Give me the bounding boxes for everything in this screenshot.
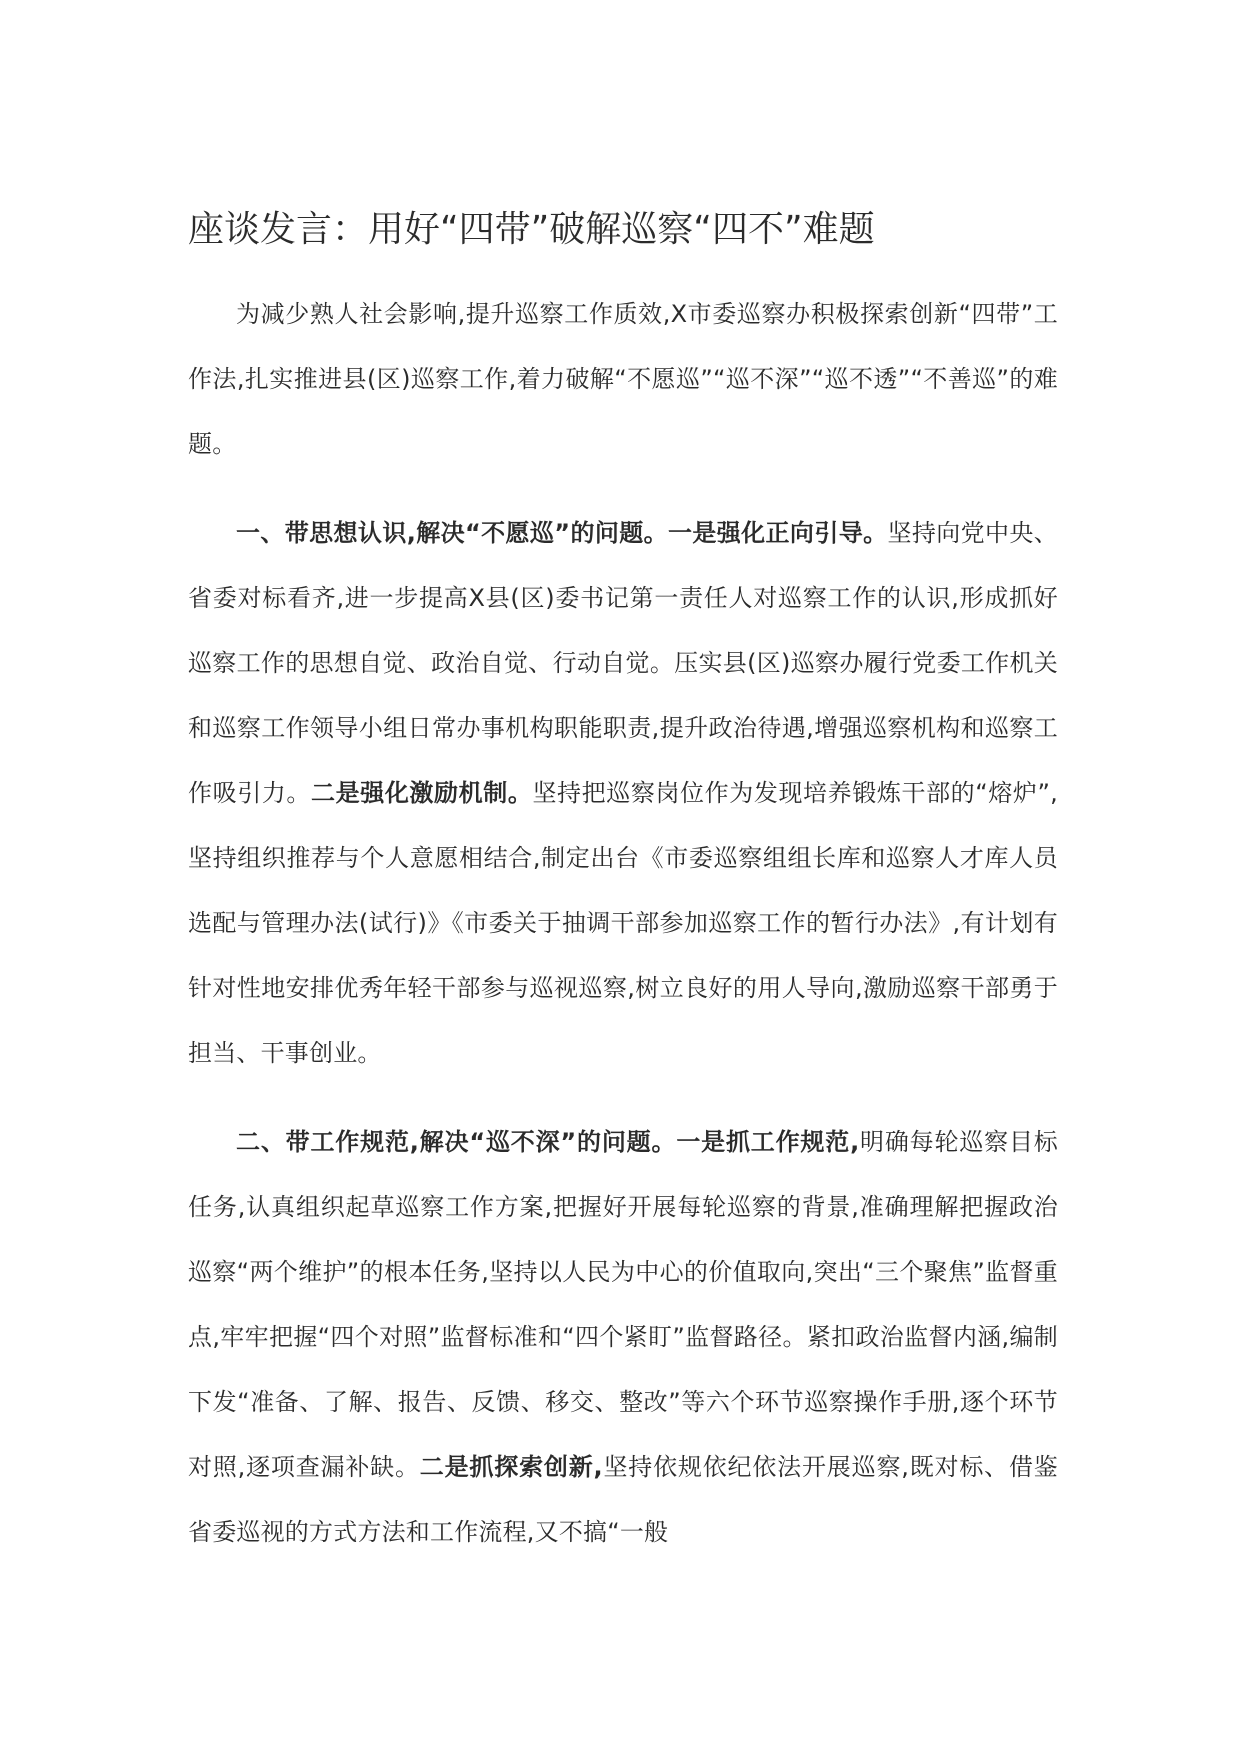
section-2-heading: 二、带工作规范,解决“巡不深”的问题。 [236,1128,677,1156]
section-1-sub2-text: 坚持把巡察岗位作为发现培养锻炼干部的“熔炉”,坚持组织推荐与个人意愿相结合,制定出台《市委巡察组组长库和巡察人才库人员选配与管理办法(试行)》《市委关于抽调干部参加巡察工作的暂行办法》,有计划有针对性地安排优秀年轻干部参与巡视巡察,树立良好的用人导向,激励巡察干部勇于担当、干事创业。 [188,779,1058,1067]
section-2-sub2-text: 坚持依规依纪依法开展巡察,既对标、借鉴省委巡视的方式方法和工作流程,又不搞“一般 [188,1453,1058,1546]
section-1-sub1-heading: 一是强化正向引导。 [668,519,888,547]
section-2-paragraph [188,1110,1058,1565]
section-1-paragraph [188,501,1058,1086]
section-2-sub2-heading: 二是抓探索创新, [419,1453,603,1481]
section-1-heading: 一、带思想认识,解决“不愿巡”的问题。 [236,519,668,547]
section-2-sub1-text: 明确每轮巡察目标任务,认真组织起草巡察工作方案,把握好开展每轮巡察的背景,准确理解把握政治巡察“两个维护”的根本任务,坚持以人民为中心的价值取向,突出“三个聚焦”监督重点,牢牢把握“四个对照”监督标准和“四个紧盯”监督路径。紧扣政治监督内涵,编制下发“准备、了解、报告、反馈、移交、整改”等六个环节巡察操作手册,逐个环节对照,逐项查漏补缺。 [188,1128,1058,1481]
intro-paragraph: 为减少熟人社会影响,提升巡察工作质效,X市委巡察办积极探索创新“四带”工作法,扎实推进县(区)巡察工作,着力破解“不愿巡”“巡不深”“巡不透”“不善巡”的难题。 [188,300,1058,458]
section-1-sub1-text: 坚持向党中央、省委对标看齐,进一步提高X县(区)委书记第一责任人对巡察工作的认识,形成抓好巡察工作的思想自觉、政治自觉、行动自觉。压实县(区)巡察办履行党委工作机关和巡察工作领导小组日常办事机构职能职责,提升政治待遇,增强巡察机构和巡察工作吸引力。 [188,519,1058,807]
document-page [188,200,1058,1589]
section-1-sub2-heading: 二是强化激励机制。 [311,779,533,807]
document-title: 座谈发言：用好“四带”破解巡察“四不”难题 [188,209,875,250]
section-2-sub1-heading: 一是抓工作规范, [676,1128,860,1156]
